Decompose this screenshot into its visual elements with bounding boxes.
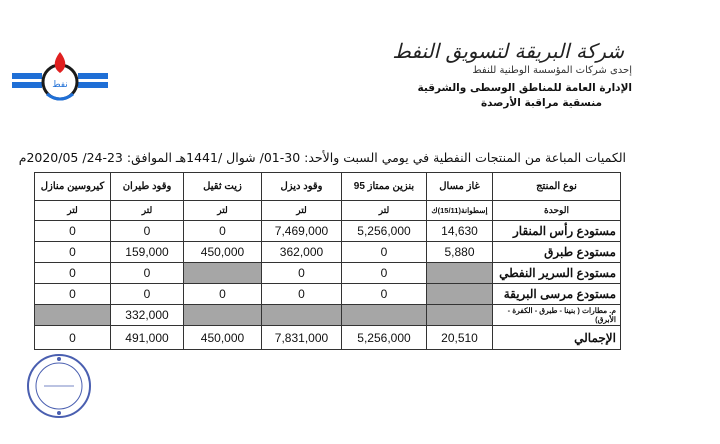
- company-title: شركة البريقة لتسويق النفط: [392, 39, 624, 63]
- total-cell: 20,510: [427, 326, 493, 350]
- value-cell: 0: [111, 263, 184, 284]
- value-cell: 0: [35, 284, 111, 305]
- shaded-cell: [262, 305, 342, 326]
- value-cell: 0: [111, 284, 184, 305]
- company-subtitle: إحدى شركات المؤسسة الوطنية للنفط: [472, 65, 632, 76]
- value-cell: 0: [35, 242, 111, 263]
- value-cell: 0: [184, 284, 262, 305]
- report-heading: الكميات المباعة من المنتجات النفطية في يومي السبت والأحد: 30-01/ شوال /1441هـ الموافق: 23-24/ 2020/05م: [18, 150, 626, 165]
- shaded-cell: [427, 305, 493, 326]
- unit-cell: لتر: [184, 201, 262, 221]
- shaded-cell: [184, 305, 262, 326]
- value-cell: 450,000: [184, 242, 262, 263]
- value-cell: 7,469,000: [262, 221, 342, 242]
- total-label: الإجمالي: [493, 326, 621, 350]
- table-row: [35, 263, 621, 284]
- header-row: [35, 173, 621, 201]
- unit-cell: الوحدة: [493, 201, 621, 221]
- value-cell: 0: [342, 263, 427, 284]
- office-name: منسقية مراقبة الأرصدة: [480, 97, 602, 109]
- total-cell: 491,000: [111, 326, 184, 350]
- department-name: الإدارة العامة للمناطق الوسطى والشرقية: [417, 82, 632, 94]
- table-row: [35, 221, 621, 242]
- row-label: مستودع طبرق: [493, 242, 621, 263]
- row-label: مستودع رأس المنقار: [493, 221, 621, 242]
- table-row: [35, 305, 621, 326]
- header-cell: وقود ديزل: [262, 173, 342, 201]
- shaded-cell: [342, 305, 427, 326]
- company-logo: [10, 46, 110, 114]
- unit-row: [35, 201, 621, 221]
- table-row: [35, 242, 621, 263]
- value-cell: 332,000: [111, 305, 184, 326]
- logo-text: نفط: [52, 80, 68, 90]
- header-cell: زيت ثقيل: [184, 173, 262, 201]
- total-cell: 7,831,000: [262, 326, 342, 350]
- value-cell: 5,256,000: [342, 221, 427, 242]
- value-cell: 0: [35, 221, 111, 242]
- total-cell: 5,256,000: [342, 326, 427, 350]
- value-cell: 0: [342, 284, 427, 305]
- shaded-cell: [35, 305, 111, 326]
- value-cell: 0: [184, 221, 262, 242]
- unit-cell: لتر: [111, 201, 184, 221]
- shaded-cell: [184, 263, 262, 284]
- unit-cell: إسطوانة(15/11)ك: [427, 201, 493, 221]
- value-cell: 0: [262, 284, 342, 305]
- company-header: [392, 40, 632, 109]
- unit-cell: لتر: [35, 201, 111, 221]
- unit-cell: لتر: [262, 201, 342, 221]
- table-row: [35, 284, 621, 305]
- total-row: [35, 326, 621, 350]
- shaded-cell: [427, 263, 493, 284]
- value-cell: 5,880: [427, 242, 493, 263]
- shaded-cell: [427, 284, 493, 305]
- header-cell: كيروسين منازل: [35, 173, 111, 201]
- row-label: م. مطارات ( بنينا - طبرق - الكفرة - الأبرق): [493, 305, 621, 326]
- value-cell: 159,000: [111, 242, 184, 263]
- value-cell: 0: [342, 242, 427, 263]
- total-cell: 0: [35, 326, 111, 350]
- value-cell: 0: [262, 263, 342, 284]
- sales-table: [34, 172, 621, 350]
- official-stamp: [26, 353, 92, 419]
- value-cell: 362,000: [262, 242, 342, 263]
- row-label: مستودع السرير النفطي: [493, 263, 621, 284]
- header-cell: بنزين ممتاز 95: [342, 173, 427, 201]
- row-label: مستودع مرسى البريقة: [493, 284, 621, 305]
- value-cell: 14,630: [427, 221, 493, 242]
- total-cell: 450,000: [184, 326, 262, 350]
- value-cell: 0: [35, 263, 111, 284]
- unit-cell: لتر: [342, 201, 427, 221]
- value-cell: 0: [111, 221, 184, 242]
- header-cell: نوع المنتج: [493, 173, 621, 201]
- header-cell: غاز مسال: [427, 173, 493, 201]
- header-cell: وقود طيران: [111, 173, 184, 201]
